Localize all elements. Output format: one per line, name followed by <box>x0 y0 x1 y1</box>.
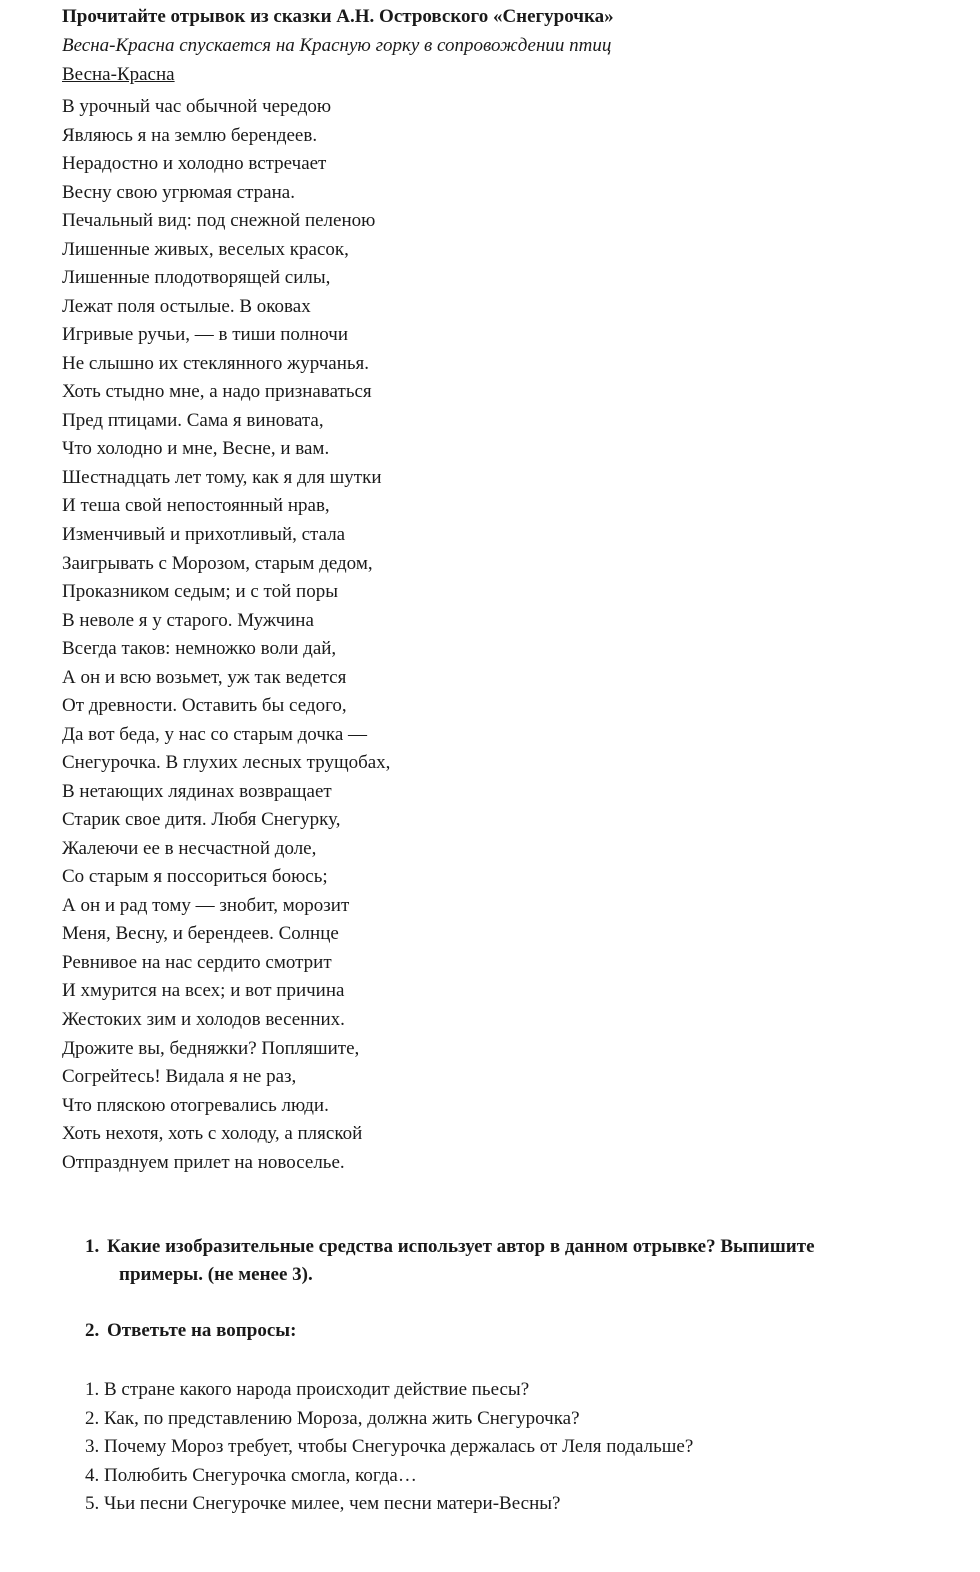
poem-line: Заигрывать с Морозом, старым дедом, <box>62 552 373 574</box>
task-number: 1. <box>85 1236 100 1257</box>
poem-line: В неволе я у старого. Мужчина <box>62 609 314 631</box>
question-item: 4. Полюбить Снегурочка смогла, когда… <box>85 1464 417 1486</box>
poem-line: Жестоких зим и холодов весенних. <box>62 1009 345 1030</box>
poem-line: В нетающих лядинах возвращает <box>62 780 332 802</box>
task-1 <box>85 1233 815 1289</box>
poem-line: Меня, Весну, и берендеев. Солнце <box>62 923 339 945</box>
task-text: Ответьте на вопросы: <box>107 1320 297 1341</box>
poem-line: Старик свое дитя. Любя Снегурку, <box>62 809 341 831</box>
poem-line: Изменчивый и прихотливый, стала <box>62 523 346 545</box>
poem-line: В урочный час обычной чередою <box>62 96 332 117</box>
poem-line: Что пляскою отогревались люди. <box>62 1094 329 1116</box>
poem-line: Лежат поля остылые. В оковах <box>62 295 311 317</box>
poem-line: Лишенные живых, веселых красок, <box>62 238 349 260</box>
task-text: Какие изобразительные средства использует автор в данном отрывке? Выпишите <box>107 1236 815 1257</box>
poem-line: Являюсь я на землю берендеев. <box>62 124 318 146</box>
poem-line: Печальный вид: под снежной пеленою <box>62 210 376 232</box>
poem-line: Нерадостно и холодно встречает <box>62 153 327 175</box>
stage-direction: Весна-Красна спускается на Красную горку в сопровождении птиц <box>62 35 612 56</box>
poem-line: Что холодно и мне, Весне, и вам. <box>62 438 330 460</box>
poem-line: Со старым я поссориться боюсь; <box>62 866 328 888</box>
poem-line: Да вот беда, у нас со старым дочка — <box>62 723 368 745</box>
poem-line: Согрейтесь! Видала я не раз, <box>62 1066 297 1088</box>
poem-line: Проказником седым; и с той поры <box>62 581 338 603</box>
poem-line: И теша свой непостоянный нрав, <box>62 495 330 517</box>
poem-line: Пред птицами. Сама я виновата, <box>62 409 324 431</box>
poem-line: Весну свою угрюмая страна. <box>62 181 295 203</box>
poem-line: И хмурится на всех; и вот причина <box>62 980 345 1002</box>
task-number: 2. <box>85 1320 100 1341</box>
poem-line: Жалеючи ее в несчастной доле, <box>62 837 317 859</box>
speaker-name: Весна-Красна <box>62 64 175 85</box>
poem-line: Всегда таков: немножко воли дай, <box>62 638 337 660</box>
poem-line: Лишенные плодотворящей силы, <box>62 267 331 289</box>
poem-line: От древности. Оставить бы седого, <box>62 695 347 717</box>
poem-line: Шестнадцать лет тому, как я для шутки <box>62 466 382 488</box>
document-title: Прочитайте отрывок из сказки А.Н. Островского «Снегурочка» <box>62 6 614 27</box>
poem-line: А он и рад тому — знобит, морозит <box>62 894 350 916</box>
question-item: 2. Как, по представлению Мороза, должна жить Снегурочка? <box>85 1407 580 1429</box>
poem-line: Хоть нехотя, хоть с холоду, а пляской <box>62 1123 363 1145</box>
task-2 <box>85 1317 296 1345</box>
question-item: 3. Почему Мороз требует, чтобы Снегурочка держалась от Леля подальше? <box>85 1436 694 1457</box>
question-item: 1. В стране какого народа происходит действие пьесы? <box>85 1379 530 1400</box>
poem-text <box>62 93 390 1177</box>
poem-line: Ревнивое на нас сердито смотрит <box>62 951 332 973</box>
poem-line: А он и всю возьмет, уж так ведется <box>62 666 347 688</box>
question-list <box>85 1376 693 1519</box>
poem-line: Снегурочка. В глухих лесных трущобах, <box>62 752 391 774</box>
poem-line: Отпразднуем прилет на новоселье. <box>62 1151 345 1173</box>
poem-line: Дрожите вы, бедняжки? Попляшите, <box>62 1037 360 1059</box>
task-text-continued: примеры. (не менее 3). <box>119 1264 313 1285</box>
question-item: 5. Чьи песни Снегурочке милее, чем песни матери-Весны? <box>85 1493 561 1514</box>
poem-line: Игривые ручьи, — в тиши полночи <box>62 324 349 346</box>
poem-line: Не слышно их стеклянного журчанья. <box>62 352 370 374</box>
poem-line: Хоть стыдно мне, а надо признаваться <box>62 381 372 403</box>
